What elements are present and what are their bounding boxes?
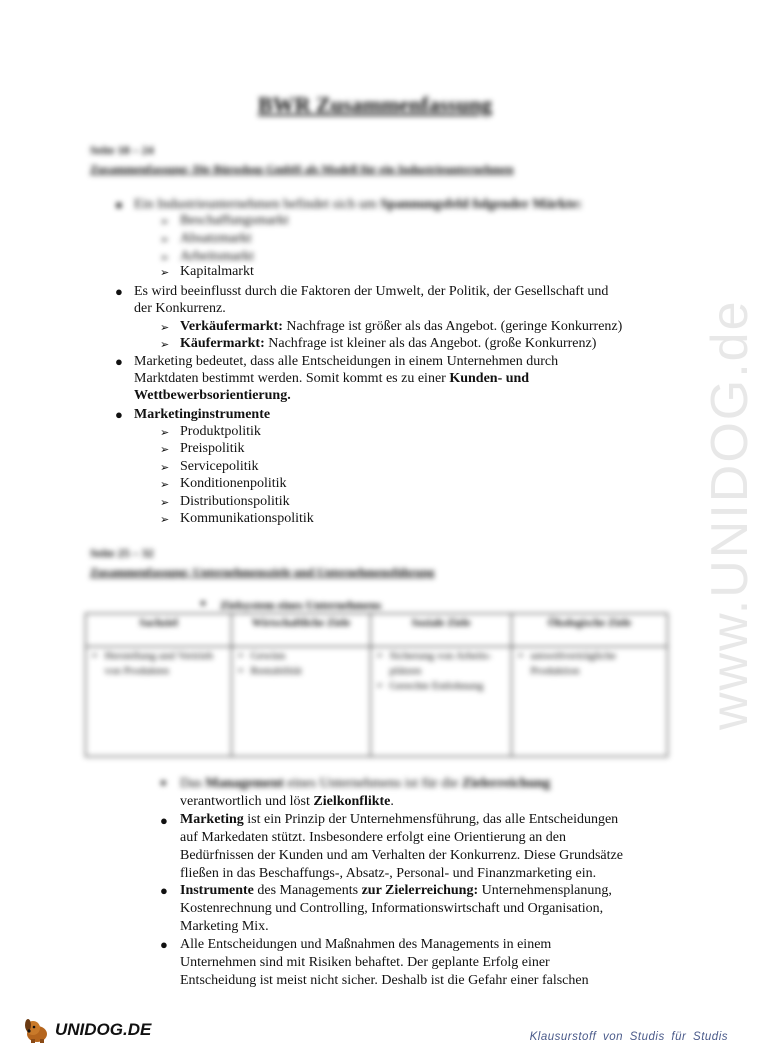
table-cell: ➢ Sicherung von Arbeits- plätzen ➢ Gerechte Entlohnung <box>371 647 512 757</box>
bullet-dot: ● <box>115 407 123 422</box>
instrument-item: Distributionspolitik <box>180 494 290 509</box>
instruments-line2: Kostenrechnung und Controlling, Informationswirtschaft und Organisation, <box>180 901 604 916</box>
document-title: BWR Zusammenfassung <box>257 92 493 117</box>
table-header: Wirtschaftliche Ziele <box>232 614 371 647</box>
table-cell: ➢ Herstellung und Vertrieb von Produkten <box>86 647 232 757</box>
table-cell: ➢ Gewinn ➢ Rentabilität <box>232 647 371 757</box>
dog-icon <box>22 1016 52 1044</box>
arrow-icon: ➢ <box>160 461 170 474</box>
kaeufermarkt: Käufermarkt: Nachfrage ist kleiner als das Angebot. (große Konkurrenz) <box>180 336 597 351</box>
table-header: Soziale Ziele <box>371 614 512 647</box>
arrow-icon: ➢ <box>160 251 170 264</box>
market-item: Kapitalmarkt <box>180 264 254 279</box>
influence-line1: Es wird beeinflusst durch die Faktoren der Umwelt, der Politik, der Gesellschaft und <box>134 284 609 299</box>
table-header: Ökologische Ziele <box>512 614 668 647</box>
influence-line2: der Konkurrenz. <box>134 301 226 316</box>
arrow-icon: ➢ <box>160 426 170 439</box>
arrow-icon: ➢ <box>160 233 170 246</box>
marketing-def-line3: Bedürfnissen der Kunden und am Verhalten der Konkurrenz. Diese Grundsätze <box>180 848 623 863</box>
marketing-line2: Marktdaten bestimmt werden. Somit kommt es zu einer Kunden- und <box>134 371 530 386</box>
marketing-def-line4: fließen in das Beschaffungs-, Absatz-, Personal- und Finanzmarketing ein. <box>180 866 597 881</box>
marketing-line1: Marketing bedeutet, dass alle Entscheidungen in einem Unternehmen durch <box>134 354 559 369</box>
bullet-dot: ● <box>160 937 168 952</box>
bullet-dot: ● <box>115 284 123 299</box>
risk-line3: Entscheidung ist meist nicht sicher. Deshalb ist die Gefahr einer falschen <box>180 973 589 988</box>
footer-slogan: Klausurstoff von Studis für Studis <box>529 1031 728 1043</box>
market-item: Beschaffungsmarkt <box>180 213 289 228</box>
arrow-icon: ➢ <box>160 338 170 351</box>
bullet-dot: ● <box>200 598 207 609</box>
instruments-heading: Marketinginstrumente <box>134 407 271 422</box>
bullet-dot: ● <box>115 197 123 212</box>
section1-pages: Seite 18 – 24 <box>90 143 154 157</box>
management-line2: verantwortlich und löst Zielkonflikte. <box>180 794 394 809</box>
market-item: Absatzmarkt <box>180 231 252 246</box>
unidog-logo <box>22 1016 151 1044</box>
arrow-icon: ➢ <box>160 496 170 509</box>
instrument-item: Servicepolitik <box>180 459 259 474</box>
section2-pages: Seite 25 – 32 <box>90 546 154 560</box>
arrow-icon: ➢ <box>160 266 170 279</box>
risk-line2: Unternehmen sind mit Risiken behaftet. Der geplante Erfolg einer <box>180 955 550 970</box>
verkaeufermarkt: Verkäufermarkt: Nachfrage ist größer als das Angebot. (geringe Konkurrenz) <box>180 319 623 334</box>
bullet-dot: ● <box>160 777 167 789</box>
instrument-item: Preispolitik <box>180 441 245 456</box>
instruments-line3: Marketing Mix. <box>180 919 269 934</box>
markets-intro: Ein Industrieunternehmen befindet sich um Spannungsfeld folgender Märkte: <box>134 197 583 212</box>
marketing-def-line1: Marketing ist ein Prinzip der Unternehmensführung, das alle Entscheidungen <box>180 812 619 827</box>
table-header: Sachziel <box>86 614 232 647</box>
bullet-dot: ● <box>160 883 168 898</box>
instrument-item: Kommunikationspolitik <box>180 511 314 526</box>
arrow-icon: ➢ <box>160 443 170 456</box>
arrow-icon: ➢ <box>160 478 170 491</box>
logo-text: UNIDOG.DE <box>55 1020 152 1039</box>
table-cell: ➢ umweltverträgliche Produktion <box>512 647 668 757</box>
bullet-dot: ● <box>115 354 123 369</box>
instruments-line1: Instrumente des Managements zur Zielerreichung: Unternehmensplanung, <box>180 883 612 898</box>
watermark: www.UNIDOG.de <box>701 299 759 730</box>
bullet-dot: ● <box>160 813 168 828</box>
goals-table <box>85 613 668 757</box>
section2-heading: Zusammenfassung: Unternehmensziele und Unternehmensführung <box>90 565 435 579</box>
arrow-icon: ➢ <box>160 513 170 526</box>
table-caption: Zielsystem eines Unternehmens <box>220 598 382 612</box>
instrument-item: Produktpolitik <box>180 424 261 439</box>
arrow-icon: ➢ <box>160 321 170 334</box>
management-line1: Das Management eines Unternehmens ist für die Zielerreichung <box>180 776 551 791</box>
marketing-def-line2: auf Markedaten stützt. Insbesondere erfolgt eine Orientierung an den <box>180 830 567 845</box>
arrow-icon: ➢ <box>160 215 170 228</box>
risk-line1: Alle Entscheidungen und Maßnahmen des Managements in einem <box>180 937 552 952</box>
section1-heading: Zusammenfassung: Die Büroshop GmbH als Modell für ein Industrieunternehmen <box>90 162 514 176</box>
marketing-line3: Wettbewerbsorientierung. <box>134 388 291 403</box>
market-item: Arbeitsmarkt <box>180 249 254 264</box>
instrument-item: Konditionenpolitik <box>180 476 287 491</box>
